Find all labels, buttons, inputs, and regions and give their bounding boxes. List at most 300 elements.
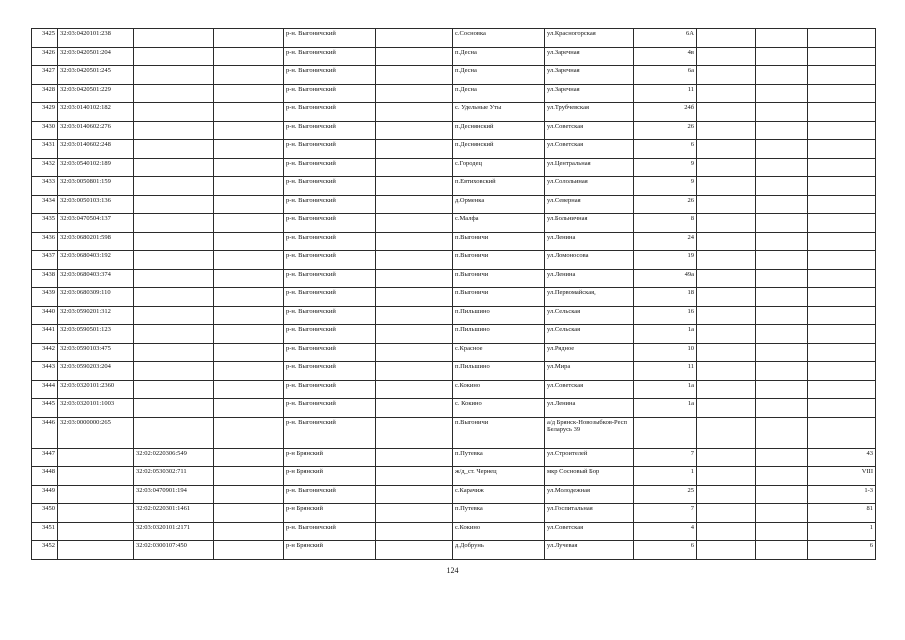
house-number-cell: 26 <box>634 195 697 214</box>
cadastral-number-cell: 32:03:0680309:110 <box>58 288 134 307</box>
cadastral-number-cell <box>58 522 134 541</box>
house-number-cell: 6А <box>634 29 697 48</box>
cadastral-number-cell: 32:03:0320101:2360 <box>58 380 134 399</box>
row-number-cell: 3430 <box>32 121 58 140</box>
apartment-cell <box>808 195 876 214</box>
settlement-cell: п.Выгоничи <box>453 232 545 251</box>
row-number-cell: 3431 <box>32 140 58 159</box>
col-empty-cell <box>756 504 808 523</box>
apartment-cell: 1 <box>808 522 876 541</box>
cadastral-number-alt-cell: 32:02:0220306:549 <box>134 448 214 467</box>
col-empty-cell <box>697 158 756 177</box>
cadastral-number-alt-cell: 32:02:0530302:711 <box>134 467 214 486</box>
col-empty-cell <box>697 47 756 66</box>
row-number-cell: 3435 <box>32 214 58 233</box>
table-row <box>32 158 876 177</box>
table-row <box>32 362 876 381</box>
cadastral-number-cell: 32:03:0000000:265 <box>58 417 134 448</box>
cadastral-number-cell: 32:03:0680403:374 <box>58 269 134 288</box>
street-cell: ул.Ленина <box>545 269 634 288</box>
table-row <box>32 251 876 270</box>
district-cell: р-н Брянский <box>284 541 376 560</box>
col-empty-cell <box>376 448 453 467</box>
col-empty-cell <box>697 362 756 381</box>
street-cell: ул.Ленина <box>545 399 634 418</box>
district-cell: р-н. Выгоничский <box>284 343 376 362</box>
col-empty-cell <box>756 29 808 48</box>
street-cell: ул.Сельская <box>545 306 634 325</box>
district-cell: р-н. Выгоничский <box>284 251 376 270</box>
col-empty-cell <box>376 399 453 418</box>
cadastral-number-alt-cell <box>134 251 214 270</box>
col-empty-cell <box>756 417 808 448</box>
house-number-cell: 19 <box>634 251 697 270</box>
row-number-cell: 3446 <box>32 417 58 448</box>
col-empty-cell <box>697 177 756 196</box>
apartment-cell <box>808 251 876 270</box>
col-empty-cell <box>376 343 453 362</box>
table-row <box>32 214 876 233</box>
district-cell: р-н. Выгоничский <box>284 177 376 196</box>
col-empty-cell <box>376 306 453 325</box>
col-empty-cell <box>214 66 284 85</box>
col-empty-cell <box>756 448 808 467</box>
row-number-cell: 3452 <box>32 541 58 560</box>
row-number-cell: 3440 <box>32 306 58 325</box>
table-row <box>32 140 876 159</box>
street-cell: ул.Первомайская, <box>545 288 634 307</box>
cadastral-number-cell <box>58 448 134 467</box>
house-number-cell: 10 <box>634 343 697 362</box>
cadastral-number-alt-cell <box>134 362 214 381</box>
col-empty-cell <box>697 66 756 85</box>
col-empty-cell <box>376 103 453 122</box>
settlement-cell: п.Путевка <box>453 504 545 523</box>
settlement-cell: п.Деснянский <box>453 121 545 140</box>
cadastral-number-alt-cell <box>134 195 214 214</box>
col-empty-cell <box>756 343 808 362</box>
col-empty-cell <box>697 195 756 214</box>
apartment-cell: VIII <box>808 467 876 486</box>
cadastral-number-alt-cell <box>134 140 214 159</box>
col-empty-cell <box>756 380 808 399</box>
col-empty-cell <box>214 103 284 122</box>
col-empty-cell <box>214 417 284 448</box>
cadastral-number-cell <box>58 504 134 523</box>
house-number-cell: 1а <box>634 399 697 418</box>
col-empty-cell <box>756 288 808 307</box>
col-empty-cell <box>214 158 284 177</box>
district-cell: р-н. Выгоничский <box>284 522 376 541</box>
table-row <box>32 325 876 344</box>
cadastral-number-alt-cell <box>134 399 214 418</box>
apartment-cell <box>808 288 876 307</box>
house-number-cell: 6 <box>634 541 697 560</box>
col-empty-cell <box>756 158 808 177</box>
col-empty-cell <box>376 417 453 448</box>
col-empty-cell <box>376 140 453 159</box>
col-empty-cell <box>697 288 756 307</box>
row-number-cell: 3429 <box>32 103 58 122</box>
apartment-cell <box>808 140 876 159</box>
cadastral-number-alt-cell <box>134 47 214 66</box>
cadastral-number-alt-cell <box>134 29 214 48</box>
col-empty-cell <box>214 84 284 103</box>
col-empty-cell <box>697 417 756 448</box>
cadastral-number-alt-cell <box>134 232 214 251</box>
col-empty-cell <box>376 325 453 344</box>
col-empty-cell <box>214 362 284 381</box>
table-row <box>32 380 876 399</box>
col-empty-cell <box>756 467 808 486</box>
street-cell: ул.Советская <box>545 522 634 541</box>
row-number-cell: 3443 <box>32 362 58 381</box>
district-cell: р-н. Выгоничский <box>284 306 376 325</box>
cadastral-number-cell: 32:03:0420101:238 <box>58 29 134 48</box>
cadastral-number-alt-cell: 32:03:0320101:2171 <box>134 522 214 541</box>
street-cell: ул.Госпитальная <box>545 504 634 523</box>
district-cell: р-н. Выгоничский <box>284 288 376 307</box>
street-cell: ул.Трубчевская <box>545 103 634 122</box>
street-cell: ул.Мира <box>545 362 634 381</box>
house-number-cell: 6а <box>634 66 697 85</box>
col-empty-cell <box>376 121 453 140</box>
district-cell: р-н. Выгоничский <box>284 362 376 381</box>
row-number-cell: 3441 <box>32 325 58 344</box>
district-cell: р-н. Выгоничский <box>284 214 376 233</box>
row-number-cell: 3426 <box>32 47 58 66</box>
settlement-cell: п.Десна <box>453 66 545 85</box>
apartment-cell <box>808 177 876 196</box>
cadastral-number-alt-cell <box>134 121 214 140</box>
cadastral-number-cell: 32:03:0590201:312 <box>58 306 134 325</box>
cadastral-number-cell: 32:03:0590203:204 <box>58 362 134 381</box>
settlement-cell: д.Орменка <box>453 195 545 214</box>
street-cell: ул.Заречная <box>545 84 634 103</box>
col-empty-cell <box>214 140 284 159</box>
settlement-cell: д.Добрунь <box>453 541 545 560</box>
settlement-cell: с.Кокино <box>453 522 545 541</box>
apartment-cell <box>808 158 876 177</box>
apartment-cell <box>808 399 876 418</box>
cadastral-number-alt-cell <box>134 269 214 288</box>
settlement-cell: п.Пильшино <box>453 362 545 381</box>
row-number-cell: 3444 <box>32 380 58 399</box>
table-row <box>32 84 876 103</box>
cadastral-number-alt-cell <box>134 214 214 233</box>
street-cell: ул.Северная <box>545 195 634 214</box>
cadastral-number-cell <box>58 467 134 486</box>
row-number-cell: 3442 <box>32 343 58 362</box>
col-empty-cell <box>214 251 284 270</box>
street-cell: ул.Заречная <box>545 66 634 85</box>
col-empty-cell <box>376 66 453 85</box>
settlement-cell: с.Карачиж <box>453 485 545 504</box>
street-cell: ул.Центральная <box>545 158 634 177</box>
house-number-cell: 11 <box>634 362 697 381</box>
table-row <box>32 504 876 523</box>
col-empty-cell <box>214 541 284 560</box>
register-table <box>31 28 876 560</box>
table-body <box>32 29 876 560</box>
col-empty-cell <box>697 269 756 288</box>
col-empty-cell <box>214 522 284 541</box>
house-number-cell <box>634 417 697 448</box>
row-number-cell: 3445 <box>32 399 58 418</box>
apartment-cell <box>808 84 876 103</box>
table-row <box>32 177 876 196</box>
settlement-cell: с.Малфа <box>453 214 545 233</box>
col-empty-cell <box>376 47 453 66</box>
row-number-cell: 3438 <box>32 269 58 288</box>
cadastral-number-alt-cell: 32:02:0300107:450 <box>134 541 214 560</box>
apartment-cell <box>808 29 876 48</box>
table-row <box>32 288 876 307</box>
table-row <box>32 399 876 418</box>
table-row <box>32 232 876 251</box>
cadastral-number-cell: 32:03:0050801:159 <box>58 177 134 196</box>
col-empty-cell <box>756 232 808 251</box>
col-empty-cell <box>376 485 453 504</box>
col-empty-cell <box>697 448 756 467</box>
house-number-cell: 24б <box>634 103 697 122</box>
district-cell: р-н. Выгоничский <box>284 232 376 251</box>
settlement-cell: п.Выгоничи <box>453 251 545 270</box>
row-number-cell: 3447 <box>32 448 58 467</box>
col-empty-cell <box>756 269 808 288</box>
col-empty-cell <box>376 214 453 233</box>
apartment-cell <box>808 121 876 140</box>
col-empty-cell <box>756 306 808 325</box>
district-cell: р-н. Выгоничский <box>284 84 376 103</box>
cadastral-number-cell: 32:03:0420501:204 <box>58 47 134 66</box>
row-number-cell: 3434 <box>32 195 58 214</box>
row-number-cell: 3450 <box>32 504 58 523</box>
col-empty-cell <box>756 103 808 122</box>
row-number-cell: 3436 <box>32 232 58 251</box>
street-cell: ул.Советская <box>545 121 634 140</box>
col-empty-cell <box>756 66 808 85</box>
col-empty-cell <box>376 541 453 560</box>
table-row <box>32 343 876 362</box>
col-empty-cell <box>214 269 284 288</box>
street-cell: ул.Молодежная <box>545 485 634 504</box>
cadastral-number-cell: 32:03:0540102:189 <box>58 158 134 177</box>
col-empty-cell <box>756 47 808 66</box>
col-empty-cell <box>214 288 284 307</box>
settlement-cell: с.Кокино <box>453 380 545 399</box>
house-number-cell: 1 <box>634 467 697 486</box>
table-row <box>32 29 876 48</box>
settlement-cell: п.Пильшино <box>453 325 545 344</box>
district-cell: р-н. Выгоничский <box>284 325 376 344</box>
cadastral-number-cell: 32:03:0140102:182 <box>58 103 134 122</box>
col-empty-cell <box>214 485 284 504</box>
cadastral-number-cell: 32:03:0590501:123 <box>58 325 134 344</box>
cadastral-number-alt-cell <box>134 84 214 103</box>
house-number-cell: 9 <box>634 158 697 177</box>
row-number-cell: 3428 <box>32 84 58 103</box>
col-empty-cell <box>376 251 453 270</box>
col-empty-cell <box>756 325 808 344</box>
col-empty-cell <box>756 177 808 196</box>
col-empty-cell <box>697 306 756 325</box>
settlement-cell: с. Удельные Уты <box>453 103 545 122</box>
settlement-cell: п.Евтиховский <box>453 177 545 196</box>
district-cell: р-н. Выгоничский <box>284 140 376 159</box>
district-cell: р-н. Выгоничский <box>284 66 376 85</box>
col-empty-cell <box>697 522 756 541</box>
street-cell: а/д Брянск-Новозыбков-Респ Беларусь 39 <box>545 417 634 448</box>
col-empty-cell <box>697 84 756 103</box>
apartment-cell <box>808 380 876 399</box>
house-number-cell: 18 <box>634 288 697 307</box>
settlement-cell: с.Красное <box>453 343 545 362</box>
table-row <box>32 448 876 467</box>
district-cell: р-н. Выгоничский <box>284 399 376 418</box>
cadastral-number-cell: 32:03:0470504:137 <box>58 214 134 233</box>
table-row <box>32 541 876 560</box>
col-empty-cell <box>756 84 808 103</box>
district-cell: р-н. Выгоничский <box>284 47 376 66</box>
col-empty-cell <box>376 195 453 214</box>
district-cell: р-н. Выгоничский <box>284 29 376 48</box>
street-cell: ул.Ленина <box>545 232 634 251</box>
street-cell: ул.Сельская <box>545 325 634 344</box>
col-empty-cell <box>697 140 756 159</box>
apartment-cell <box>808 306 876 325</box>
settlement-cell: ж/д_ст. Чернец <box>453 467 545 486</box>
street-cell: ул.Заречная <box>545 47 634 66</box>
street-cell: ул.Строителей <box>545 448 634 467</box>
cadastral-number-cell <box>58 541 134 560</box>
settlement-cell: с.Городец <box>453 158 545 177</box>
col-empty-cell <box>376 158 453 177</box>
col-empty-cell <box>697 343 756 362</box>
street-cell: ул.Лучевая <box>545 541 634 560</box>
street-cell: ул.Больничная <box>545 214 634 233</box>
col-empty-cell <box>214 121 284 140</box>
table-row <box>32 417 876 448</box>
house-number-cell: 7 <box>634 504 697 523</box>
col-empty-cell <box>756 522 808 541</box>
col-empty-cell <box>756 140 808 159</box>
col-empty-cell <box>697 103 756 122</box>
row-number-cell: 3425 <box>32 29 58 48</box>
settlement-cell: п.Выгоничи <box>453 288 545 307</box>
row-number-cell: 3437 <box>32 251 58 270</box>
cadastral-number-cell: 32:03:0050103:136 <box>58 195 134 214</box>
col-empty-cell <box>376 84 453 103</box>
col-empty-cell <box>376 522 453 541</box>
house-number-cell: 1а <box>634 325 697 344</box>
cadastral-number-alt-cell <box>134 380 214 399</box>
house-number-cell: 6 <box>634 140 697 159</box>
col-empty-cell <box>214 467 284 486</box>
district-cell: р-н Брянский <box>284 467 376 486</box>
cadastral-number-alt-cell <box>134 158 214 177</box>
col-empty-cell <box>376 467 453 486</box>
row-number-cell: 3439 <box>32 288 58 307</box>
settlement-cell: п.Десна <box>453 84 545 103</box>
col-empty-cell <box>376 269 453 288</box>
col-empty-cell <box>214 380 284 399</box>
cadastral-number-alt-cell <box>134 325 214 344</box>
row-number-cell: 3448 <box>32 467 58 486</box>
col-empty-cell <box>756 251 808 270</box>
settlement-cell: с.Сосновка <box>453 29 545 48</box>
col-empty-cell <box>214 306 284 325</box>
col-empty-cell <box>376 504 453 523</box>
street-cell: ул.Советская <box>545 380 634 399</box>
cadastral-number-cell: 32:03:0420501:245 <box>58 66 134 85</box>
col-empty-cell <box>756 399 808 418</box>
table-row <box>32 269 876 288</box>
street-cell: ул.Солольиная <box>545 177 634 196</box>
cadastral-number-alt-cell <box>134 343 214 362</box>
col-empty-cell <box>214 214 284 233</box>
house-number-cell: 9 <box>634 177 697 196</box>
apartment-cell <box>808 269 876 288</box>
table-row <box>32 66 876 85</box>
cadastral-number-cell: 32:03:0590103:475 <box>58 343 134 362</box>
col-empty-cell <box>756 362 808 381</box>
district-cell: р-н. Выгоничский <box>284 158 376 177</box>
table-row <box>32 306 876 325</box>
col-empty-cell <box>697 485 756 504</box>
col-empty-cell <box>214 47 284 66</box>
table-row <box>32 522 876 541</box>
col-empty-cell <box>214 177 284 196</box>
settlement-cell: п.Десна <box>453 47 545 66</box>
col-empty-cell <box>376 232 453 251</box>
col-empty-cell <box>376 29 453 48</box>
house-number-cell: 16 <box>634 306 697 325</box>
house-number-cell: 49а <box>634 269 697 288</box>
cadastral-number-alt-cell: 32:03:0470901:194 <box>134 485 214 504</box>
house-number-cell: 7 <box>634 448 697 467</box>
col-empty-cell <box>756 541 808 560</box>
col-empty-cell <box>697 325 756 344</box>
col-empty-cell <box>376 288 453 307</box>
col-empty-cell <box>376 380 453 399</box>
page-number: 124 <box>446 566 459 575</box>
col-empty-cell <box>697 380 756 399</box>
apartment-cell <box>808 103 876 122</box>
apartment-cell: 6 <box>808 541 876 560</box>
apartment-cell <box>808 214 876 233</box>
apartment-cell: 81 <box>808 504 876 523</box>
house-number-cell: 24 <box>634 232 697 251</box>
col-empty-cell <box>697 29 756 48</box>
cadastral-number-cell: 32:03:0680201:598 <box>58 232 134 251</box>
table-row <box>32 103 876 122</box>
col-empty-cell <box>214 325 284 344</box>
row-number-cell: 3449 <box>32 485 58 504</box>
street-cell: ул.Красногорская <box>545 29 634 48</box>
house-number-cell: 1а <box>634 380 697 399</box>
col-empty-cell <box>214 448 284 467</box>
apartment-cell <box>808 362 876 381</box>
row-number-cell: 3427 <box>32 66 58 85</box>
cadastral-number-cell: 32:03:0320101:1003 <box>58 399 134 418</box>
street-cell: ул.Рядное <box>545 343 634 362</box>
col-empty-cell <box>697 214 756 233</box>
district-cell: р-н Брянский <box>284 448 376 467</box>
row-number-cell: 3451 <box>32 522 58 541</box>
row-number-cell: 3433 <box>32 177 58 196</box>
col-empty-cell <box>756 485 808 504</box>
